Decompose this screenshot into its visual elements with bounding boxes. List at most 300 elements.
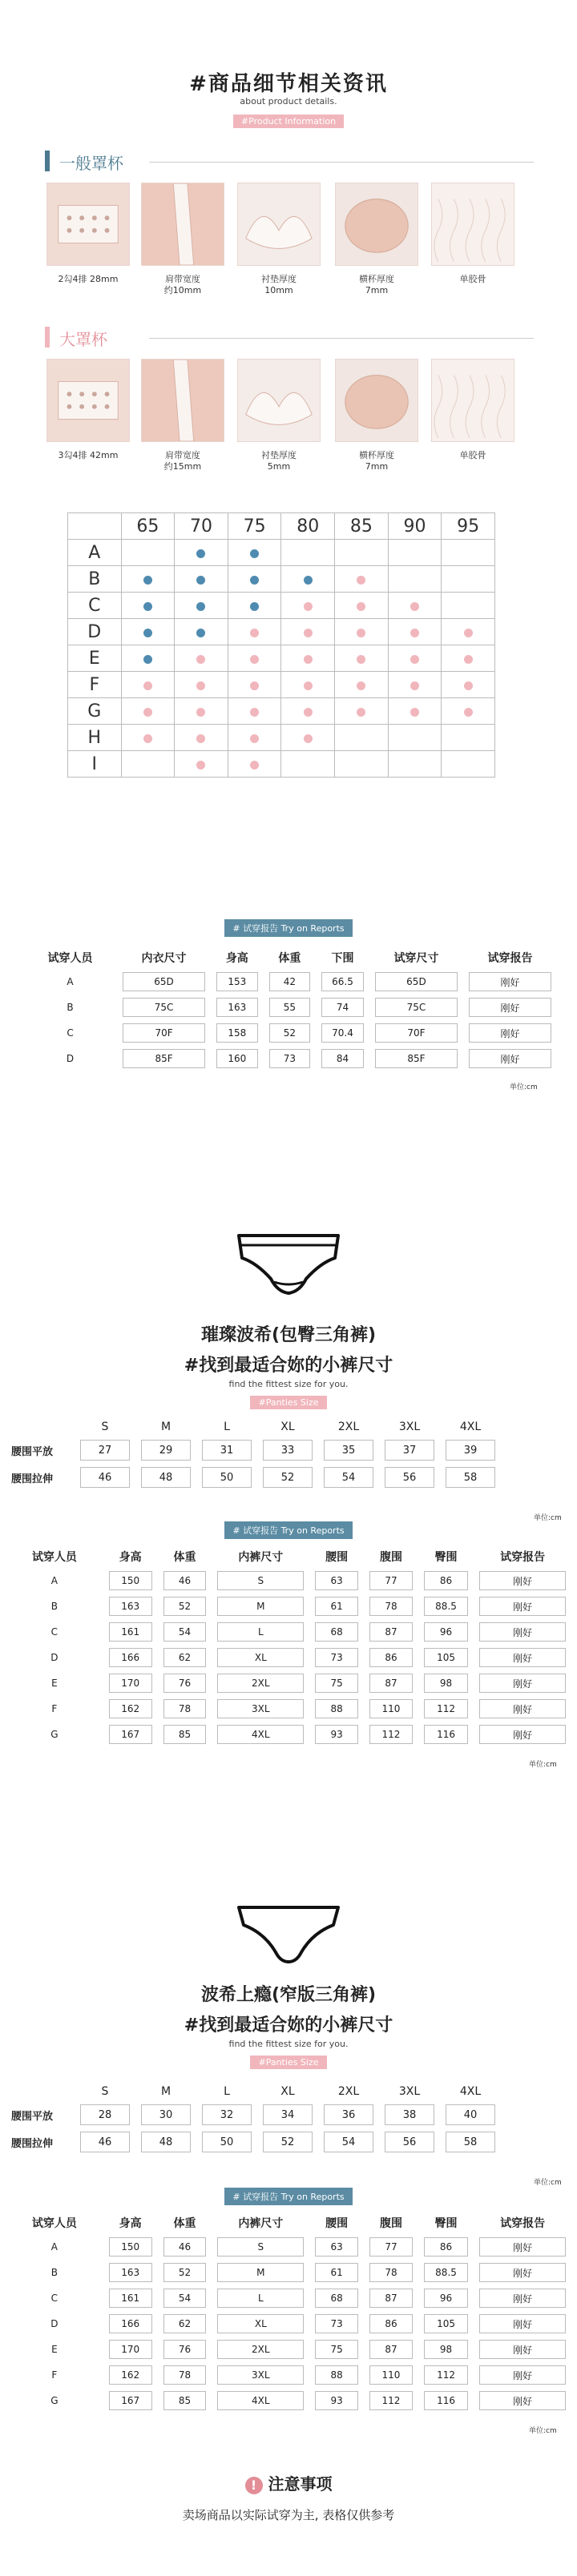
report-header: 体重	[173, 1551, 196, 1564]
size-cell: 27	[80, 1440, 130, 1461]
grid-cell	[442, 672, 495, 698]
grid-cell	[281, 672, 335, 698]
report-cell: 110	[369, 2365, 413, 2385]
report-cell: 75C	[123, 998, 205, 1017]
report-cell: 61	[315, 1597, 358, 1616]
notice-title: 注意事项	[268, 2474, 333, 2494]
panty1-size-table	[0, 1414, 506, 1494]
bra-report-table	[18, 943, 563, 1075]
report-cell: 刚好	[479, 2314, 566, 2333]
size-header: 2XL	[337, 2085, 360, 2098]
size-row-label: 腰围拉伸	[11, 2137, 54, 2150]
report-cell: 2XL	[217, 1674, 304, 1693]
report-cell: D	[50, 1652, 59, 1663]
bra-report-unit: 单位:cm	[510, 1083, 538, 1091]
available-dot	[304, 576, 313, 585]
grid-cell	[228, 672, 281, 698]
report-cell: L	[217, 1622, 304, 1642]
grid-cell	[121, 645, 175, 672]
size-cell: 30	[141, 2104, 191, 2125]
table-row	[29, 998, 551, 1017]
report-cell: 刚好	[479, 2289, 566, 2308]
size-cell: 48	[141, 1467, 191, 1488]
size-cell: 48	[141, 2132, 191, 2152]
report-cell: 78	[369, 2263, 413, 2282]
report-cell: 52	[269, 1023, 311, 1043]
size-cell: 52	[263, 2132, 313, 2152]
notice-text: 卖场商品以实际试穿为主, 表格仅供参考	[182, 2508, 395, 2522]
large-cup-dot	[143, 734, 152, 743]
detail-caption: 横杯厚度 7mm	[359, 450, 394, 472]
grid-cell	[281, 645, 335, 672]
size-cell: 58	[446, 2132, 495, 2152]
detail-caption: 单胶骨	[459, 450, 486, 460]
report-cell: 167	[109, 1725, 152, 1744]
report-cell: 116	[424, 1725, 468, 1744]
grid-cell	[388, 751, 442, 778]
report-cell: M	[217, 1597, 304, 1616]
report-cell: 161	[109, 2289, 152, 2308]
large-cup-dot	[250, 629, 259, 637]
report-cell: E	[51, 1678, 58, 1689]
detail-caption: 横杯厚度 7mm	[359, 274, 394, 295]
detail-caption: 单胶骨	[459, 274, 486, 284]
size-cell: 54	[324, 1467, 373, 1488]
report-cell: 刚好	[479, 2340, 566, 2359]
panty2-report-unit: 单位:cm	[529, 2427, 557, 2435]
large-cup-dot	[410, 655, 419, 664]
size-cell: 46	[80, 2132, 130, 2152]
available-dot	[250, 549, 259, 558]
report-cell: 刚好	[469, 972, 551, 991]
available-dot	[196, 576, 205, 585]
size-cell: 28	[80, 2104, 130, 2125]
table-row	[11, 2237, 566, 2257]
report-cell: S	[217, 2237, 304, 2257]
grid-cell	[228, 566, 281, 593]
panty1-en: find the fittest size for you.	[228, 1379, 349, 1389]
report-cell: D	[66, 1053, 75, 1064]
grid-cell	[228, 540, 281, 566]
table-row	[11, 1440, 495, 1461]
grid-cell	[121, 698, 175, 725]
size-header: 4XL	[459, 1421, 482, 1433]
band-header: 75	[228, 513, 281, 540]
report-cell: 52	[163, 1597, 207, 1616]
report-cell: 85F	[123, 1049, 205, 1068]
panty2-subtitle: #找到最适合妳的小裤尺寸	[184, 2015, 393, 2035]
large-cup-dot	[464, 708, 473, 717]
report-cell: 刚好	[479, 1674, 566, 1693]
report-cell: C	[50, 2293, 59, 2304]
size-cell: 52	[263, 1467, 313, 1488]
report-cell: 84	[321, 1049, 364, 1068]
report-cell: 62	[163, 2314, 207, 2333]
report-header: 试穿尺寸	[393, 952, 439, 965]
size-cell: 40	[446, 2104, 495, 2125]
grid-cell	[175, 566, 228, 593]
report-cell: 87	[369, 1674, 413, 1693]
report-cell: XL	[217, 1648, 304, 1667]
size-row-label: 腰围平放	[11, 2110, 54, 2123]
size-cell: 34	[263, 2104, 313, 2125]
large-cup-dot	[410, 629, 419, 637]
size-header: XL	[280, 2085, 295, 2098]
report-cell: 88.5	[424, 2263, 468, 2282]
report-cell: 93	[315, 1725, 358, 1744]
table-row	[11, 2314, 566, 2333]
report-header: 试穿人员	[31, 2217, 77, 2230]
report-cell: 76	[163, 2340, 207, 2359]
table-row	[11, 2340, 566, 2359]
table-row	[11, 1571, 566, 1590]
large-cup-dot	[464, 681, 473, 690]
large-cup-dot	[357, 681, 365, 690]
grid-cell	[121, 672, 175, 698]
grid-cell	[281, 566, 335, 593]
detail-caption: 衬垫厚度 10mm	[261, 274, 297, 295]
grid-cell	[121, 593, 175, 619]
report-cell: 刚好	[469, 1023, 551, 1043]
report-header: 腹围	[379, 2217, 402, 2230]
size-cell: 32	[202, 2104, 252, 2125]
cup-header: B	[68, 566, 122, 593]
report-cell: 3XL	[217, 2365, 304, 2385]
report-cell: 116	[424, 2391, 468, 2410]
report-cell: 刚好	[479, 2391, 566, 2410]
report-cell: 78	[369, 1597, 413, 1616]
grid-cell	[175, 698, 228, 725]
report-cell: 刚好	[479, 1725, 566, 1744]
report-header: 身高	[119, 1551, 142, 1564]
size-row-label: 腰围拉伸	[11, 1473, 54, 1485]
report-header: 身高	[225, 952, 248, 965]
report-cell: 刚好	[479, 1597, 566, 1616]
detail-caption: 2勾4排 28mm	[58, 274, 119, 284]
grid-cell	[335, 672, 389, 698]
grid-cell	[228, 698, 281, 725]
grid-cell	[442, 725, 495, 751]
grid-cell	[281, 698, 335, 725]
size-cell: 46	[80, 1467, 130, 1488]
table-row	[11, 1725, 566, 1744]
report-cell: L	[217, 2289, 304, 2308]
report-cell: 96	[424, 1622, 468, 1642]
report-cell: 150	[109, 2237, 152, 2257]
report-cell: 4XL	[217, 2391, 304, 2410]
report-header: 臀围	[434, 2217, 458, 2230]
report-cell: 110	[369, 1699, 413, 1718]
report-cell: 76	[163, 1674, 207, 1693]
table-row	[11, 2104, 495, 2125]
large-cup-dot	[304, 708, 313, 717]
report-cell: M	[217, 2263, 304, 2282]
panty1-report-unit: 单位:cm	[529, 1761, 557, 1769]
report-cell: 75C	[375, 998, 458, 1017]
size-header: S	[101, 1421, 109, 1433]
table-row	[11, 1699, 566, 1718]
report-cell: E	[51, 2344, 58, 2355]
panty1-report-pill: # 试穿报告 Try on Reports	[224, 1521, 352, 1539]
report-cell: 68	[315, 1622, 358, 1642]
report-cell: 158	[216, 1023, 258, 1043]
report-cell: 65D	[375, 972, 458, 991]
size-cell: 54	[324, 2132, 373, 2152]
hook-eye-closure-photo	[46, 183, 130, 266]
grid-cell	[442, 698, 495, 725]
report-cell: 61	[315, 2263, 358, 2282]
panty2-size-pill: #Panties Size	[250, 2056, 326, 2069]
table-row	[11, 1648, 566, 1667]
report-cell: 88	[315, 2365, 358, 2385]
bra-report-pill: # 试穿报告 Try on Reports	[224, 919, 352, 937]
band-header: 85	[335, 513, 389, 540]
cup-thickness-photo	[335, 183, 418, 266]
large-cup-dot	[304, 655, 313, 664]
report-cell: 73	[315, 2314, 358, 2333]
bra-pad-photo	[237, 183, 321, 266]
report-cell: 162	[109, 1699, 152, 1718]
report-cell: 98	[424, 1674, 468, 1693]
available-dot	[196, 602, 205, 611]
table-row	[11, 1622, 566, 1642]
grid-cell	[281, 593, 335, 619]
grid-cell	[335, 540, 389, 566]
report-cell: 98	[424, 2340, 468, 2359]
report-cell: 刚好	[479, 1648, 566, 1667]
grid-cell	[281, 751, 335, 778]
report-cell: 刚好	[479, 2237, 566, 2257]
grid-cell	[228, 645, 281, 672]
table-row	[11, 2263, 566, 2282]
large-cup-dot	[196, 655, 205, 664]
report-cell: C	[50, 1626, 59, 1638]
panty1-report-table	[0, 1542, 577, 1750]
panty2-en: find the fittest size for you.	[228, 2039, 349, 2049]
report-cell: 88	[315, 1699, 358, 1718]
grid-cell	[335, 645, 389, 672]
normal-cup-heading	[45, 149, 526, 173]
report-cell: 105	[424, 1648, 468, 1667]
available-dot	[196, 549, 205, 558]
size-cell: 36	[324, 2104, 373, 2125]
normal-cup-heading-text: 一般罩杯	[59, 154, 123, 173]
grid-cell	[228, 725, 281, 751]
size-cell: 35	[324, 1440, 373, 1461]
grid-cell	[335, 725, 389, 751]
report-header: 试穿报告	[500, 1551, 546, 1564]
report-cell: 62	[163, 1648, 207, 1667]
grid-cell	[442, 751, 495, 778]
report-header: 试穿报告	[487, 952, 533, 965]
available-dot	[196, 629, 205, 637]
report-cell: 42	[269, 972, 311, 991]
grid-cell	[335, 593, 389, 619]
large-cup-dot	[196, 681, 205, 690]
cup-header: A	[68, 540, 122, 566]
grid-cell	[228, 619, 281, 645]
report-cell: 73	[315, 1648, 358, 1667]
report-header: 内裤尺寸	[238, 1551, 284, 1564]
large-cup-dot	[464, 655, 473, 664]
size-header: S	[101, 2085, 109, 2098]
size-header: L	[224, 1421, 230, 1433]
large-cup-dot	[357, 602, 365, 611]
cup-header: G	[68, 698, 122, 725]
large-cup-dot	[304, 681, 313, 690]
size-cell: 58	[446, 1467, 495, 1488]
report-cell: 75	[315, 2340, 358, 2359]
cup-header: E	[68, 645, 122, 672]
large-cup-heading	[45, 325, 526, 349]
size-cell: 29	[141, 1440, 191, 1461]
large-cup-dot	[196, 708, 205, 717]
panty1-unit: 单位:cm	[534, 1514, 562, 1522]
large-cup-dot	[143, 708, 152, 717]
report-cell: 刚好	[479, 1571, 566, 1590]
grid-cell	[228, 593, 281, 619]
large-cup-dot	[357, 708, 365, 717]
panty2-report-pill: # 试穿报告 Try on Reports	[224, 2188, 352, 2205]
grid-cell	[442, 566, 495, 593]
report-cell: F	[51, 2369, 58, 2381]
report-cell: 74	[321, 998, 364, 1017]
report-cell: 86	[369, 1648, 413, 1667]
report-cell: 70F	[123, 1023, 205, 1043]
report-cell: 85	[163, 2391, 207, 2410]
report-cell: 75	[315, 1674, 358, 1693]
grid-cell	[388, 698, 442, 725]
report-cell: 52	[163, 2263, 207, 2282]
report-cell: 46	[163, 2237, 207, 2257]
grid-cell	[442, 645, 495, 672]
grid-cell	[388, 619, 442, 645]
report-cell: 78	[163, 1699, 207, 1718]
lace-detail-photo	[431, 359, 514, 442]
report-cell: 93	[315, 2391, 358, 2410]
report-cell: G	[50, 1729, 59, 1740]
panty1-subtitle: #找到最适合妳的小裤尺寸	[184, 1356, 393, 1376]
grid-cell	[281, 725, 335, 751]
report-cell: 112	[424, 1699, 468, 1718]
band-header: 65	[121, 513, 175, 540]
report-cell: 4XL	[217, 1725, 304, 1744]
cup-header: C	[68, 593, 122, 619]
table-row	[29, 1049, 551, 1068]
size-row-label: 腰围平放	[11, 1445, 54, 1458]
size-header: 3XL	[398, 1421, 421, 1433]
size-cell: 37	[385, 1440, 434, 1461]
report-cell: A	[50, 1575, 58, 1586]
report-cell: 167	[109, 2391, 152, 2410]
report-cell: 162	[109, 2365, 152, 2385]
large-cup-dot	[250, 655, 259, 664]
product-info-pill: #Product Information	[233, 115, 344, 128]
grid-cell	[442, 619, 495, 645]
large-cup-dot	[410, 602, 419, 611]
lace-detail-photo	[431, 183, 514, 266]
report-cell: 170	[109, 1674, 152, 1693]
report-header: 下围	[331, 952, 354, 965]
report-cell: A	[50, 2241, 58, 2252]
detail-caption: 衬垫厚度 5mm	[261, 450, 297, 472]
full-brief-icon	[232, 1229, 345, 1301]
large-cup-dot	[410, 708, 419, 717]
report-cell: 112	[369, 2391, 413, 2410]
report-cell: 77	[369, 2237, 413, 2257]
table-row	[29, 972, 551, 991]
report-header: 体重	[278, 952, 301, 965]
report-cell: C	[67, 1027, 74, 1039]
size-cell: 39	[446, 1440, 495, 1461]
report-cell: 160	[216, 1049, 258, 1068]
grid-cell	[335, 751, 389, 778]
warning-icon: !	[245, 2477, 263, 2494]
detail-caption: 肩带宽度 约10mm	[163, 274, 202, 295]
size-cell: 50	[202, 2132, 252, 2152]
large-cup-dot	[464, 629, 473, 637]
report-cell: 刚好	[479, 2263, 566, 2282]
grid-cell	[175, 593, 228, 619]
report-cell: 54	[163, 2289, 207, 2308]
table-row	[11, 1467, 495, 1488]
report-cell: 刚好	[479, 2365, 566, 2385]
large-cup-dot	[250, 708, 259, 717]
report-cell: 150	[109, 1571, 152, 1590]
report-cell: 刚好	[479, 1622, 566, 1642]
report-cell: 163	[109, 1597, 152, 1616]
size-header: M	[160, 1421, 171, 1433]
size-header: L	[224, 2085, 230, 2098]
report-header: 体重	[173, 2217, 196, 2230]
report-cell: 85	[163, 1725, 207, 1744]
large-cup-dot	[357, 629, 365, 637]
panty2-report-table	[0, 2208, 577, 2417]
large-cup-dot	[410, 681, 419, 690]
size-header: 4XL	[459, 2085, 482, 2098]
large-cup-heading-text: 大罩杯	[59, 330, 107, 349]
grid-cell	[388, 645, 442, 672]
large-cup-dot	[357, 576, 365, 585]
cup-thickness-photo	[335, 359, 418, 442]
large-cup-dot	[304, 602, 313, 611]
report-cell: 73	[269, 1049, 311, 1068]
grid-cell	[121, 619, 175, 645]
report-cell: 54	[163, 1622, 207, 1642]
shoulder-strap-photo	[141, 359, 224, 442]
report-cell: 63	[315, 1571, 358, 1590]
grid-cell	[121, 725, 175, 751]
grid-cell	[388, 593, 442, 619]
available-dot	[143, 655, 152, 664]
band-header: 90	[388, 513, 442, 540]
available-dot	[143, 629, 152, 637]
panty1-size-pill: #Panties Size	[250, 1396, 326, 1409]
report-cell: 87	[369, 2340, 413, 2359]
report-header: 试穿人员	[31, 1551, 77, 1564]
bra-pad-photo	[237, 359, 321, 442]
report-cell: B	[50, 1601, 58, 1612]
report-cell: B	[67, 1002, 74, 1013]
report-cell: 66.5	[321, 972, 364, 991]
grid-cell	[121, 566, 175, 593]
report-cell: 63	[315, 2237, 358, 2257]
table-row	[11, 2391, 566, 2410]
table-row	[11, 2365, 566, 2385]
report-cell: F	[51, 1703, 58, 1714]
panty1-title: 璀璨波希(包臀三角裤)	[200, 1325, 377, 1345]
available-dot	[143, 576, 152, 585]
